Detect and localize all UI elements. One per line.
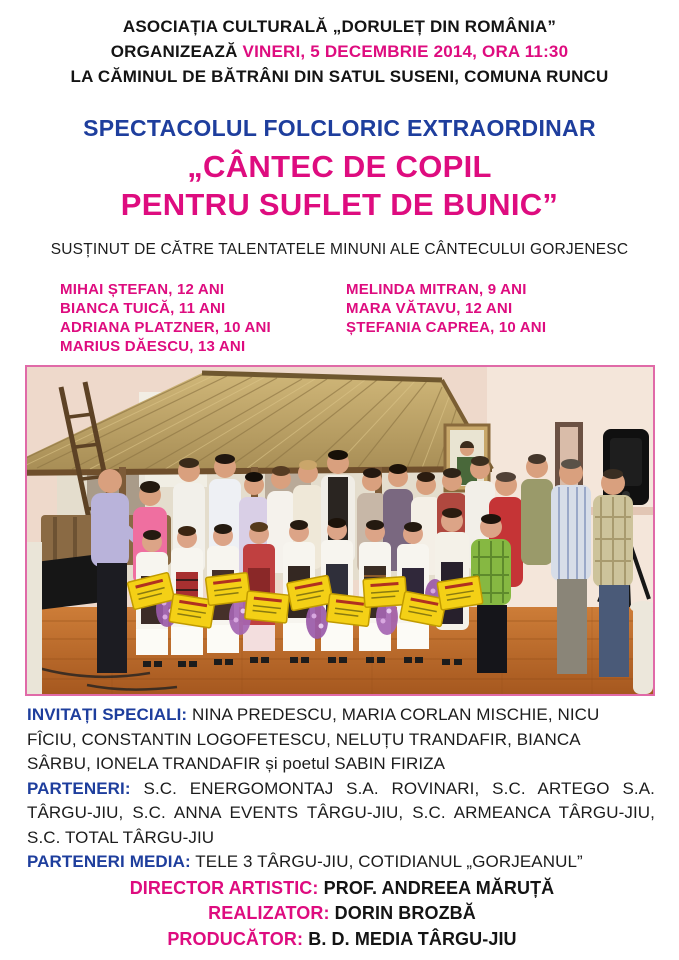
media-partners-label: PARTENERI MEDIA: (27, 852, 191, 871)
producer-line (27, 927, 657, 953)
venue-line: LA CĂMINUL DE BĂTRÂNI DIN SATUL SUSENI, COMUNA RUNCU (70, 67, 609, 86)
media-partners-names: TELE 3 TÂRGU-JIU, COTIDIANUL „GORJEANUL” (195, 852, 583, 871)
performer-name: MARA VĂTAVU, 12 ANI (346, 300, 513, 317)
organizes-text: ORGANIZEAZĂ (110, 42, 243, 61)
producer-label: PRODUCĂTOR: (167, 928, 304, 949)
group-photo-illustration (27, 367, 653, 694)
diploma (437, 576, 483, 610)
diploma (363, 577, 407, 608)
performer-column-right (346, 280, 632, 356)
realizer-name: DORIN BROZBĂ (334, 903, 476, 923)
diploma (205, 573, 250, 606)
staff-credits (27, 876, 657, 953)
special-guests-names: NINA PREDESCU, MARIA CORLAN MISCHIE, NICU FÎCIU, CONSTANTIN LOGOFETESCU, NELUȚU TRANDAFIR, BIANCA SÂRBU, IONELA TRANDAFIR și poetul SABIN FIRIZA (27, 705, 600, 773)
media-partners-line (27, 850, 657, 875)
show-subtitle: SUSȚINUT DE CĂTRE TALENTATELE MINUNI ALE CÂNTECULUI GORJENESC (50, 241, 629, 258)
diploma (245, 591, 290, 623)
partners-label: PARTENERI: (27, 778, 131, 798)
man-plaid-shirt (593, 469, 633, 677)
roof-eave-beam (27, 469, 492, 473)
show-title-line1: „CÂNTEC DE COPIL (187, 149, 492, 184)
left-plaster-column (27, 542, 42, 694)
show-title-line2: PENTRU SUFLET DE BUNIC” (120, 187, 559, 222)
organizer-line: ASOCIAȚIA CULTURALĂ „DORULEȚ DIN ROMÂNIA” (122, 17, 557, 36)
performer-name: MIHAI ȘTEFAN, 12 ANI (60, 281, 225, 298)
special-guests-line (27, 703, 607, 777)
performer-name: MARIUS DĂESCU, 13 ANI (60, 338, 246, 355)
show-kicker: SPECTACOLUL FOLCLORIC EXTRAORDINAR (83, 115, 596, 141)
artistic-director-label: DIRECTOR ARTISTIC: (129, 877, 319, 898)
performer-name: BIANCA TUICĂ, 11 ANI (60, 300, 226, 317)
event-date-line (0, 39, 679, 64)
partners-line (27, 777, 655, 851)
partners-names: S.C. ENERGOMONTAJ S.A. ROVINARI, S.C. ARTEGO S.A. TÂRGU-JIU, S.C. ANNA EVENTS TÂRGU-JIU, S.C. ARMEANCA TÂRGU-JIU, S.C. TOTAL TÂRGU-JIU (27, 778, 655, 847)
group-photo (25, 365, 655, 696)
realizer-line (27, 901, 657, 927)
special-guests-label: INVITAȚI SPECIALI: (27, 705, 188, 724)
artistic-director-name: PROF. ANDREEA MĂRUȚĂ (323, 877, 555, 898)
show-title (0, 148, 679, 224)
credits-section (27, 703, 657, 952)
event-date: VINERI, 5 DECEMBRIE 2014, ORA 11:30 (242, 42, 569, 61)
performer-column-left (60, 280, 346, 356)
performer-list (0, 280, 679, 356)
realizer-label: REALIZATOR: (208, 903, 330, 923)
artistic-director-line (27, 876, 657, 902)
right-plaster-baluster (630, 601, 653, 694)
producer-name: B. D. MEDIA TÂRGU-JIU (308, 928, 517, 949)
performer-name: ȘTEFANIA CAPREA, 10 ANI (346, 319, 547, 336)
performer-name: ADRIANA PLATZNER, 10 ANI (60, 319, 271, 336)
man-striped-shirt (551, 459, 591, 674)
performer-name: MELINDA MITRAN, 9 ANI (346, 281, 527, 298)
poster-header (0, 0, 679, 89)
